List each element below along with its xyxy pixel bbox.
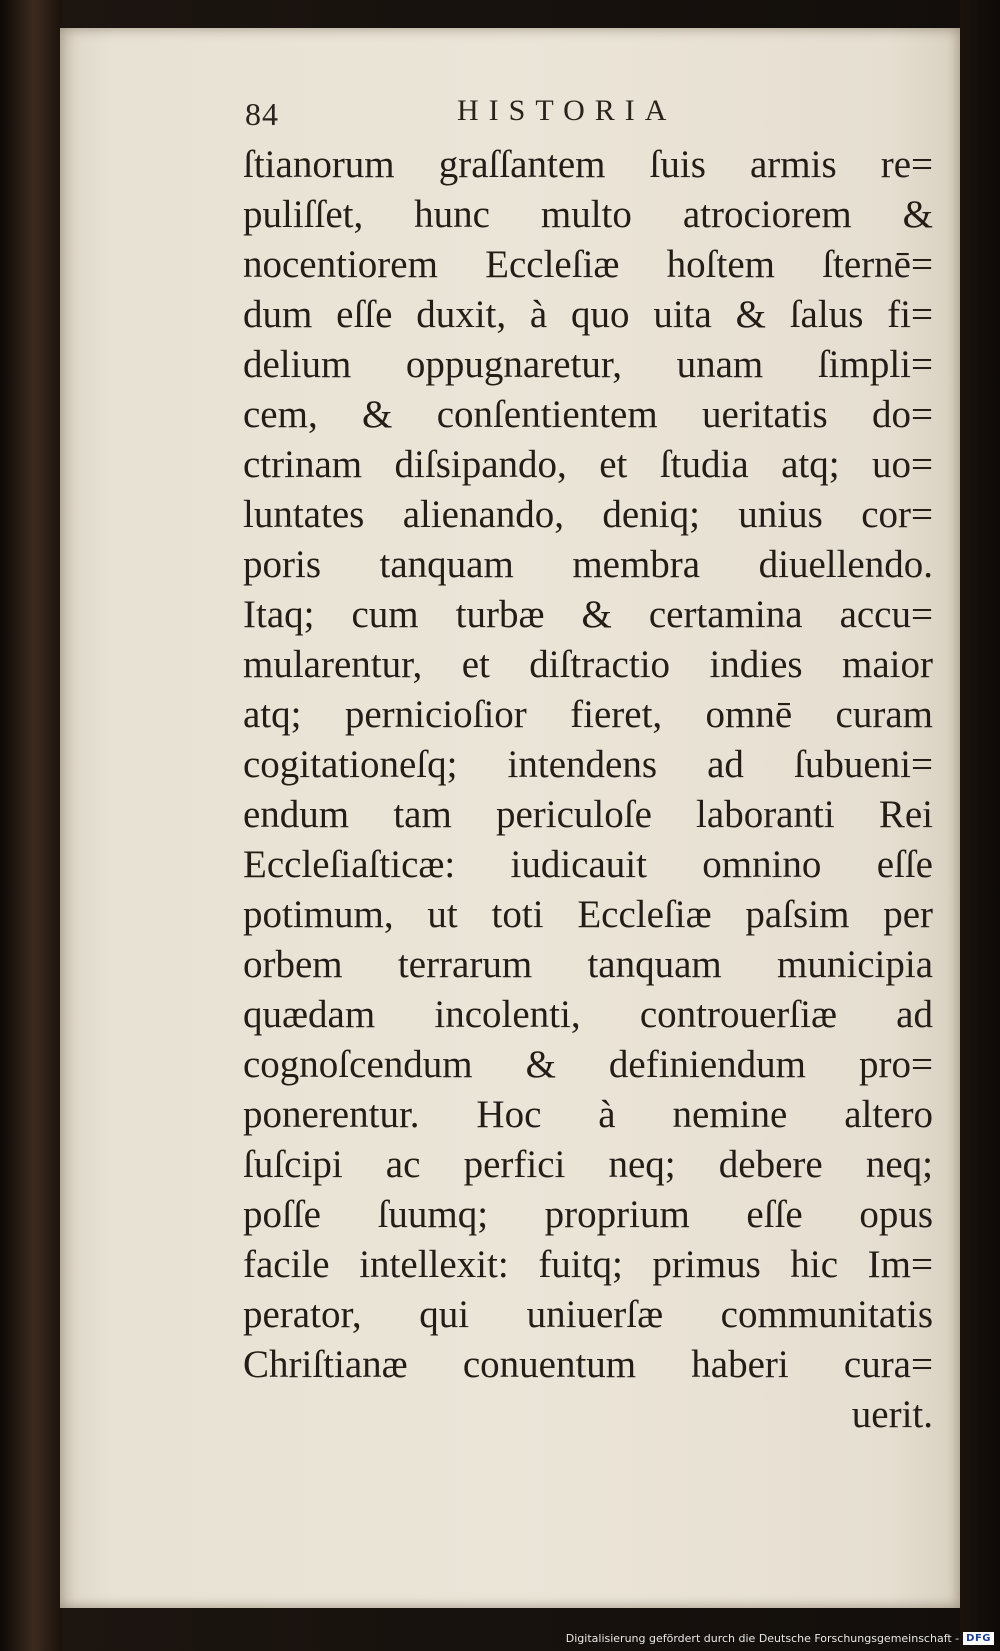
text-line: luntates alienando, deniq; unius cor= xyxy=(243,493,933,536)
text-line: delium oppugnaretur, unam ſimpli= xyxy=(243,343,933,386)
text-line: uerit. xyxy=(851,1393,933,1436)
text-line: Eccleſiaſticæ: iudicauit omnino eſſe xyxy=(243,843,933,886)
text-line: ſuſcipi ac perfici neq; debere neq; xyxy=(243,1143,933,1186)
text-line: dum eſſe duxit, à quo uita & ſalus fi= xyxy=(243,293,933,336)
running-title: HISTORIA xyxy=(457,94,677,127)
text-line: ponerentur. Hoc à nemine altero xyxy=(243,1093,933,1136)
text-line: facile intellexit: fuitq; primus hic Im= xyxy=(243,1243,933,1286)
page-header xyxy=(245,96,745,136)
text-line: ſtianorum graſſantem ſuis armis re= xyxy=(243,143,933,186)
digitization-credit xyxy=(566,1629,994,1647)
text-line: potimum, ut toti Eccleſiæ paſsim per xyxy=(243,893,933,936)
text-line: orbem terrarum tanquam municipia xyxy=(243,943,933,986)
dfg-logo: DFG xyxy=(963,1632,994,1645)
book-spine xyxy=(0,0,62,1651)
credit-text: Digitalisierung gefördert durch die Deutsche Forschungsgemeinschaft - xyxy=(565,1631,960,1645)
page-number: 84 xyxy=(245,96,279,132)
text-line: mularentur, et diſtractio indies maior xyxy=(243,643,933,686)
text-line: endum tam periculoſe laboranti Rei xyxy=(243,793,933,836)
page-edge xyxy=(960,0,1000,1651)
text-line: Chriſtianæ conuentum haberi cura= xyxy=(243,1343,933,1386)
text-line: atq; pernicioſior fieret, omnē curam xyxy=(243,693,933,736)
text-line: cem, & conſentientem ueritatis do= xyxy=(243,393,933,436)
text-line: quædam incolenti, controuerſiæ ad xyxy=(243,993,933,1036)
text-line: nocentiorem Eccleſiæ hoſtem ſternē= xyxy=(243,243,933,286)
text-line: cogitationeſq; intendens ad ſubueni= xyxy=(243,743,933,786)
text-line: perator, qui uniuerſæ communitatis xyxy=(243,1293,933,1336)
text-line: ctrinam diſsipando, et ſtudia atq; uo= xyxy=(243,443,933,486)
text-line: poris tanquam membra diuellendo. xyxy=(243,543,933,586)
text-line: Itaq; cum turbæ & certamina accu= xyxy=(243,593,933,636)
text-line: cognoſcendum & definiendum pro= xyxy=(243,1043,933,1086)
text-line: puliſſet, hunc multo atrociorem & xyxy=(243,193,933,236)
text-line: poſſe ſuumq; proprium eſſe opus xyxy=(243,1193,933,1236)
body-text xyxy=(243,140,933,1440)
